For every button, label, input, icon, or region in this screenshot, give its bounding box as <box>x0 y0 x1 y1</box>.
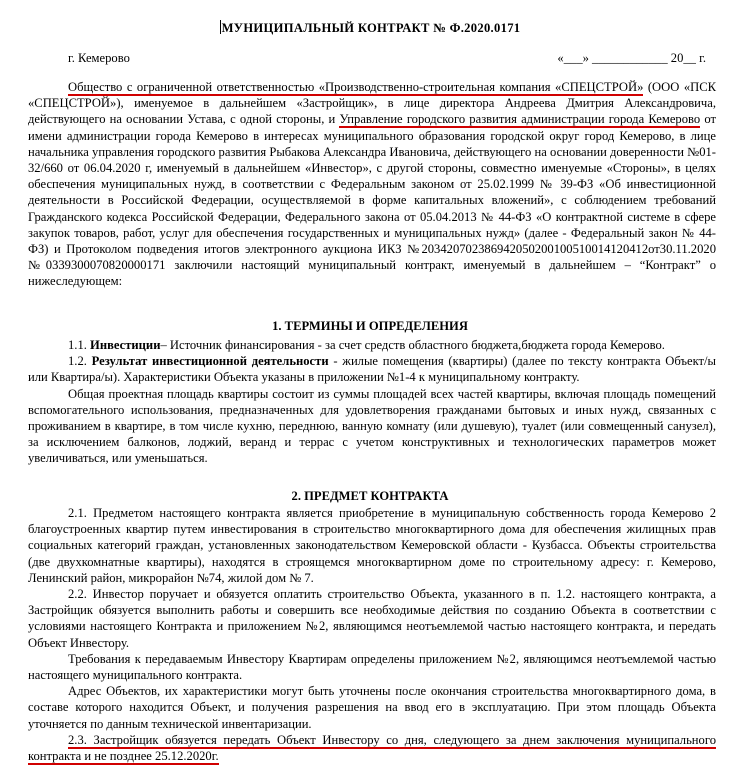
item-2-1: 2.1. Предметом настоящего контракта является приобретение в муниципальную собственность города Кемерово 2 благоустроенных квартир путем инвестирования в строительство многоквартирного дома для обеспечения жилищных прав социальных категорий граждан, установленных законодательством Кемеровской области - Кузбасса. Объекты строительства (две двухкомнатные квартиры), находятся в строящемся многоквартирном доме по строительному адресу: г. Кемерово, Ленинский район, микрорайон №74, жилой дом № 7. <box>28 506 716 585</box>
contractor-name: Общество с ограниченной ответственностью «Производственно-строительная компания «СПЕЦСТРОЙ» <box>68 80 644 94</box>
requirements-paragraph: Требования к передаваемым Инвестору Квартирам определены приложением №2, являющимся неотъемлемой частью настоящего муниципального контракта. <box>28 651 716 683</box>
text-cursor <box>220 20 221 34</box>
section-1-body <box>28 337 716 467</box>
term-investments: Инвестиции <box>90 338 161 352</box>
item-1-1: 1.1. Инвестиции– Источник финансирования - за счет средств областного бюджета,бюджета города Кемерово. <box>68 338 665 352</box>
section-2-heading: 2. ПРЕДМЕТ КОНТРАКТА <box>291 489 449 503</box>
preamble-part-4: от имени администрации города Кемерово в интересах муниципального образования городской округ город Кемерово, в лице начальника управления городского развития Рыбакова Александра Ивановича, действующего на основании доверенности №01-32/660 от 06.04.2020 г, именуемый в дальнейшем «Инвестор», с другой стороны, совместно именуемые «Стороны», в целях обеспечения муниципальных нужд, в соответствии с Федеральным законом от 25.02.1999 № 39-ФЗ «Об инвестиционной деятельности в Российской Федерации, осуществляемой в форме капитальных вложений», с соблюдением требований Гражданского кодекса Российской Федерации, Федерального закона от 05.04.2013 № 44-ФЗ «О контрактной системе в сфере закупок товаров, работ, услуг для обеспечения государственных и муниципальных нужд» (далее - Федеральный закон № 44-ФЗ) и Протоколом подведения итогов электронного аукциона ИКЗ №203420702386942050200100510014120412от30.11.2020 №0339300070820000171 заключили настоящий муниципальный контракт, именуемый в дальнейшем – “Контракт” о нижеследующем: <box>28 112 716 289</box>
item-2-3-line-1: 2.3. Застройщик обязуется передать Объект Инвестору со дня, следующего за днем заключения муниципального <box>68 732 716 747</box>
contract-title <box>0 20 740 36</box>
section-2-body <box>28 505 716 764</box>
address-paragraph: Адрес Объектов, их характеристики могут быть уточнены после окончания строительства многоквартирного дома, в составе которого находится Объект, и получения разрешения на ввод его в эксплуатацию. При этом площадь Объекта уточняется по данным технической инвентаризации. <box>28 684 716 731</box>
preamble <box>28 79 716 290</box>
contract-title-text: МУНИЦИПАЛЬНЫЙ КОНТРАКТ № Ф.2020.0171 <box>221 21 521 35</box>
item-2-2: 2.2. Инвестор поручает и обязуется оплатить строительство Объекта, указанного в п. 1.2. настоящего контракта, а Застройщик обязуется выполнить работы и совершить все необходимые действия по созданию Объекта в соответствии с условиями настоящего Контракта и приложением №2, являющимся неотъемлемой частью настоящего контракта, и передать Объект Инвестору. <box>28 587 716 650</box>
area-paragraph: Общая проектная площадь квартиры состоит из суммы площадей всех частей квартиры, включая площадь помещений вспомогательного использования, предназначенных для удовлетворения гражданами бытовых и иных нужд, связанных с проживанием в квартире, в том числе кухню, переднюю, ванную комнату (или душевую), туалет (или совмещенный санузел), за исключением балконов, лоджий, веранд и террас с учетом конструктивных и технологических параметров может увеличиваться, или уменьшаться. <box>28 386 716 466</box>
contract-date-line: «___» ____________ 20__ г. <box>557 51 706 65</box>
item-1-2: 1.2. Результат инвестиционной деятельности - жилые помещения (квартиры) (далее по тексту контракта Объект/ы или Квартира/ы). Характеристики Объекта указаны в приложении №1-4 к муниципальному контракту. <box>28 354 716 385</box>
item-2-3 <box>28 732 716 764</box>
term-result: Результат инвестиционной деятельности <box>91 354 329 369</box>
preamble-part-2: (ООО «ПСК «СПЕЦСТРОЙ»), именуемое в дальнейшем «Застройщик», в лице директора Андреева Дмитрия Александровича, действующего на основании Устава, с одной стороны, и <box>28 80 717 127</box>
item-2-3-line-2: контракта и не позднее 25.12.2020г. <box>28 749 219 764</box>
section-1-heading: 1. ТЕРМИНЫ И ОПРЕДЕЛЕНИЯ <box>272 319 468 333</box>
contract-city: г. Кемерово <box>68 51 130 65</box>
customer-name: Управление городского развития администрации города Кемерово <box>339 112 701 127</box>
